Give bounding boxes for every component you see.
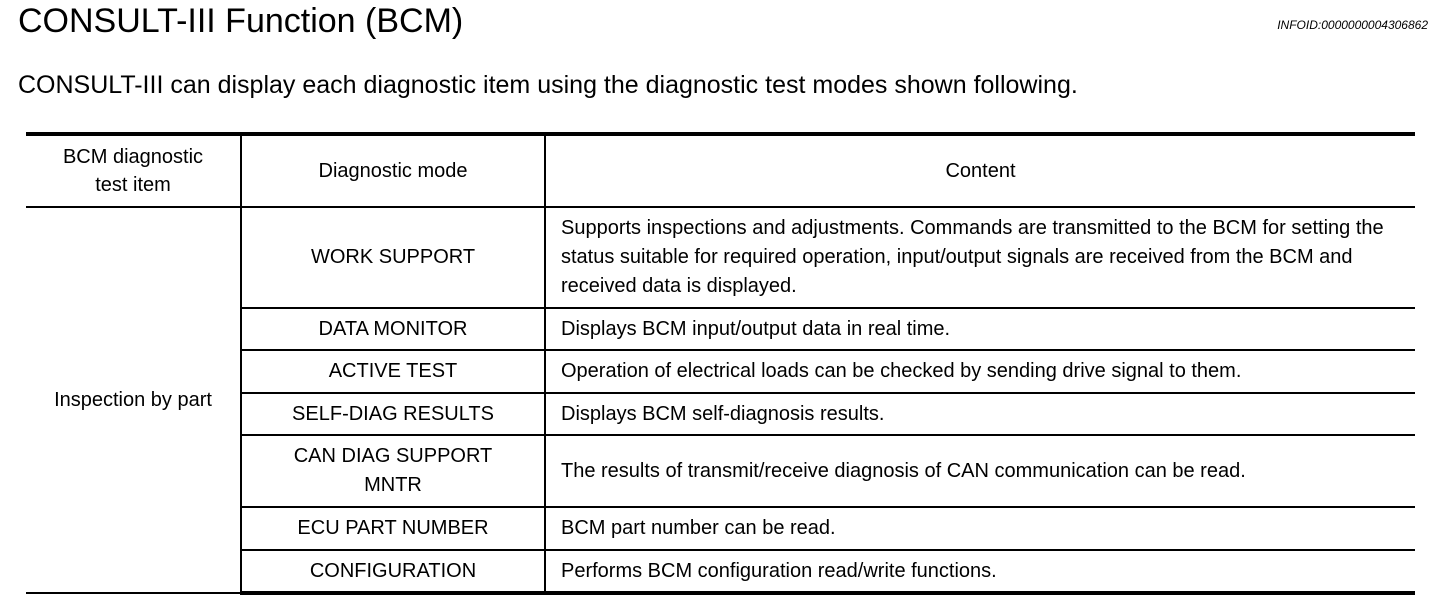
column-header-content: Content: [545, 134, 1415, 207]
intro-paragraph: CONSULT-III can display each diagnostic item using the diagnostic test modes shown following.: [18, 71, 1078, 99]
content-cell: BCM part number can be read.: [545, 507, 1415, 550]
column-header-mode: Diagnostic mode: [241, 134, 545, 207]
test-item-cell: Inspection by part: [26, 207, 241, 593]
info-id: INFOID:0000000004306862: [1277, 18, 1428, 32]
column-header-test-item: [26, 134, 241, 207]
table-header-row: [26, 134, 1415, 207]
mode-cell: SELF-DIAG RESULTS: [241, 393, 545, 435]
mode-cell: [241, 435, 545, 507]
mode-cell: DATA MONITOR: [241, 308, 545, 350]
mode-label: CAN DIAG SUPPORT MNTR: [293, 445, 493, 496]
mode-cell: CONFIGURATION: [241, 550, 545, 593]
table-row: [26, 207, 1415, 308]
content-cell: The results of transmit/receive diagnosis of CAN communication can be read.: [545, 435, 1415, 507]
diagnostic-table: [26, 132, 1415, 595]
content-cell: Displays BCM input/output data in real time.: [545, 308, 1415, 350]
content-cell: Operation of electrical loads can be checked by sending drive signal to them.: [545, 350, 1415, 393]
mode-cell: ECU PART NUMBER: [241, 507, 545, 550]
content-cell: Supports inspections and adjustments. Commands are transmitted to the BCM for setting the status suitable for required operation, input/output signals are received from the BCM and received data is displayed.: [545, 207, 1415, 308]
content-cell: Displays BCM self-diagnosis results.: [545, 393, 1415, 435]
column-header-label: BCM diagnostic test item: [62, 145, 204, 196]
mode-cell: ACTIVE TEST: [241, 350, 545, 393]
mode-cell: WORK SUPPORT: [241, 207, 545, 308]
content-cell: Performs BCM configuration read/write functions.: [545, 550, 1415, 593]
page-title: CONSULT-III Function (BCM): [18, 2, 464, 40]
